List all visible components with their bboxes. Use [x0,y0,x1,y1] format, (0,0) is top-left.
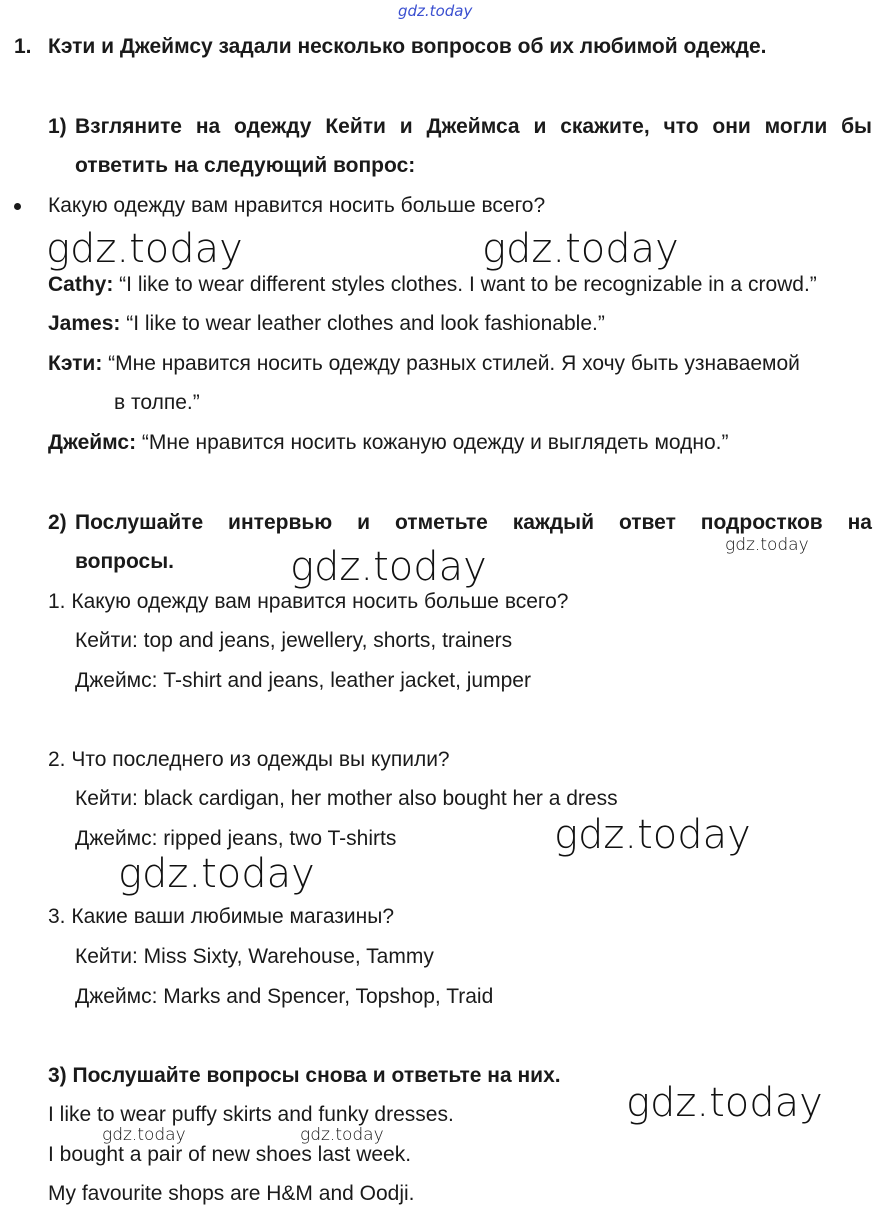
part3-answer-2: I bought a pair of new shoes last week. [48,1143,412,1166]
speaker: Cathy: [48,273,114,296]
speaker: James: [48,312,121,335]
watermark: gdz.today [46,226,243,272]
part3-title: 3) Послушайте вопросы снова и ответьте на них. [48,1064,561,1087]
q1-james: Джеймс: T-shirt and jeans, leather jacket, jumper [75,669,531,692]
speaker: Кэти: [48,352,103,375]
watermark: gdz.today [290,544,487,590]
q3-james: Джеймс: Marks and Spencer, Topshop, Traid [75,985,494,1008]
answer-text: “I like to wear leather clothes and look fashionable.” [120,312,605,335]
part2-title-line1: Послушайте интервью и отметьте каждый ответ подростков на [75,511,872,534]
watermark: gdz.today [626,1080,823,1126]
watermark: gdz.today [482,226,679,272]
answer-text: “Мне нравится носить одежду разных стилей. Я хочу быть узнаваемой [102,352,800,375]
speaker: Джеймс: [48,431,137,454]
answer-text: “I like to wear different styles clothes. I want to be recognizable in a crowd.” [113,273,817,296]
q1-question: 1. Какую одежду вам нравится носить больше всего? [48,590,569,613]
watermark: gdz.today [102,1125,186,1145]
part2-label: 2) [48,511,67,534]
watermark: gdz.today [118,851,315,897]
part1-title-line2: ответить на следующий вопрос: [75,154,416,177]
answer-james-ru [48,430,728,456]
part1-label: 1) [48,115,67,138]
q2-cathy: Кейти: black cardigan, her mother also bought her a dress [75,787,618,810]
watermark: gdz.today [398,2,473,20]
q2-question: 2. Что последнего из одежды вы купили? [48,748,450,771]
answer-cathy-ru-continuation: в толпе.” [114,391,200,414]
part3-answer-1: I like to wear puffy skirts and funky dresses. [48,1103,454,1126]
bullet-icon [14,203,21,210]
q2-james: Джеймс: ripped jeans, two T-shirts [75,827,397,850]
watermark: gdz.today [725,535,809,555]
q3-cathy: Кейти: Miss Sixty, Warehouse, Tammy [75,945,434,968]
answer-text: “Мне нравится носить кожаную одежду и выглядеть модно.” [136,431,729,454]
answer-cathy-ru [48,351,800,377]
task-heading: Кэти и Джеймсу задали несколько вопросов об их любимой одежде. [48,35,767,58]
q3-question: 3. Какие ваши любимые магазины? [48,905,394,928]
task-number: 1. [14,35,32,58]
answer-james-en [48,311,605,337]
part1-title-line1: Взгляните на одежду Кейти и Джеймса и скажите, что они могли бы [75,115,872,138]
watermark: gdz.today [554,812,751,858]
part3-answer-3: My favourite shops are H&M and Oodji. [48,1182,415,1205]
answer-cathy-en [48,272,817,298]
q1-cathy: Кейти: top and jeans, jewellery, shorts, trainers [75,629,513,652]
part1-question: Какую одежду вам нравится носить больше всего? [48,194,546,217]
part2-title-line2: вопросы. [75,550,174,573]
watermark: gdz.today [300,1125,384,1145]
